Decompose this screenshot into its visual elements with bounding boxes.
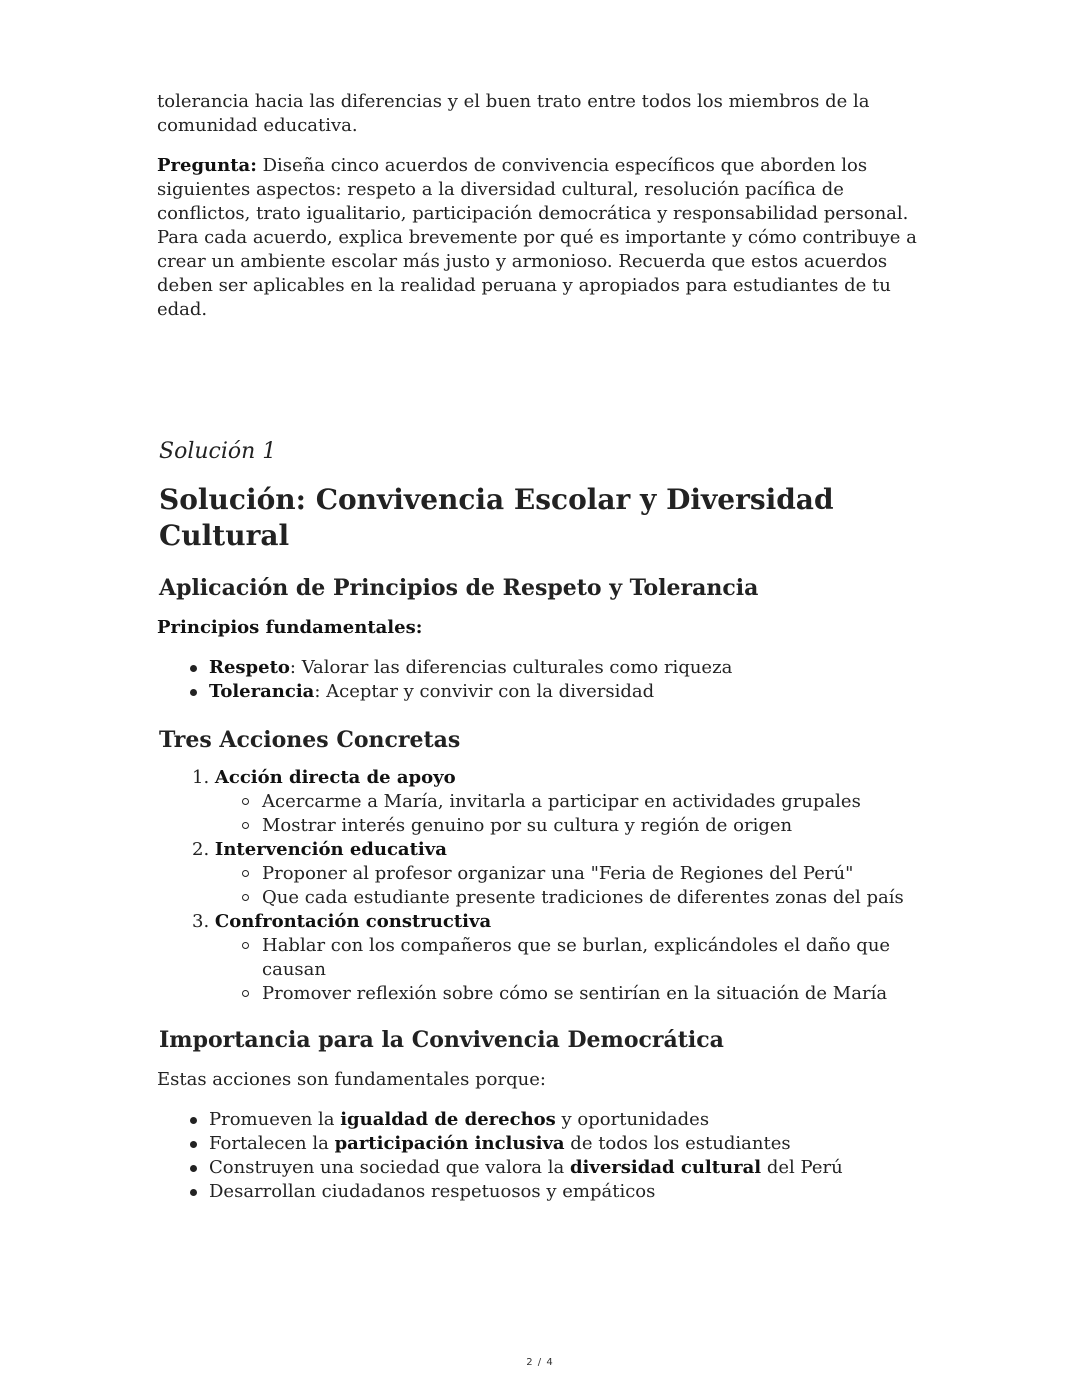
action-number: 1. [192,767,210,788]
principles-subheading [157,616,937,640]
list-item: Que cada estudiante presente tradiciones de diferentes zonas del país [262,886,937,910]
question-text: Diseña cinco acuerdos de convivencia específicos que aborden los siguientes aspectos: respeto a la diversidad cultural, resolución pacífica de conflictos, trato igualitario, participación democrática y responsabilidad personal. Para cada acuerdo, explica brevemente por qué es importante y cómo contribuye a crear un ambiente escolar más justo y armonioso. Recuerda que estos acuerdos deben ser aplicables en la realidad peruana y apropiados para estudiantes de tu edad. [157,155,917,320]
action-title: Confrontación constructiva [214,911,492,932]
principle-text: : Aceptar y convivir con la diversidad [314,681,655,702]
list-item: Mostrar interés genuino por su cultura y región de origen [262,814,937,838]
list-item: Acercarme a María, invitarla a participar en actividades grupales [262,790,937,814]
section-heading-actions: Tres Acciones Concretas [159,727,461,753]
item-emphasis: participación inclusiva [334,1133,565,1154]
item-text: del Perú [761,1157,843,1178]
item-text: y oportunidades [555,1109,710,1130]
principle-term: Respeto [209,657,290,678]
question-paragraph [157,154,937,322]
action-title: Acción directa de apoyo [214,767,456,788]
page-number: 2 / 4 [526,1357,554,1368]
action-title: Intervención educativa [214,839,447,860]
list-item [209,1108,937,1132]
action-number: 2. [192,839,210,860]
list-item [209,680,937,704]
list-item: Proponer al profesor organizar una "Feria de Regiones del Perú" [262,862,937,886]
solution-title: Solución: Convivencia Escolar y Diversidad Cultural [159,483,834,552]
importance-list [157,1108,937,1204]
action-number: 3. [192,911,210,932]
actions-list [157,766,937,1006]
importance-lead: Estas acciones son fundamentales porque: [157,1069,546,1090]
list-item: Promover reflexión sobre cómo se sentirían en la situación de María [262,982,937,1006]
item-text: Fortalecen la [209,1133,335,1154]
list-item: Hablar con los compañeros que se burlan, explicándoles el daño que causan [262,934,937,982]
principle-text: : Valorar las diferencias culturales como riqueza [289,657,733,678]
question-label: Pregunta: [157,155,257,176]
principles-subheading-text: Principios fundamentales: [157,617,423,638]
principle-term: Tolerancia [209,681,315,702]
list-item [209,1156,937,1180]
item-emphasis: igualdad de derechos [340,1109,556,1130]
item-text: Construyen una sociedad que valora la [209,1157,570,1178]
item-text: Promueven la [209,1109,341,1130]
section-heading-principles: Aplicación de Principios de Respeto y Tolerancia [159,575,759,601]
action-subitems [192,790,937,838]
principles-list [157,656,937,704]
item-text: de todos los estudiantes [564,1133,791,1154]
list-item [209,1132,937,1156]
action-subitems [192,862,937,910]
section-heading-importance: Importancia para la Convivencia Democrática [159,1027,724,1053]
solution-label: Solución 1 [159,439,277,464]
item-text: Desarrollan ciudadanos respetuosos y empáticos [209,1181,656,1202]
action-item [192,838,937,910]
action-subitems [192,934,937,1006]
list-item [209,656,937,680]
document-page [157,90,937,1204]
continued-paragraph: tolerancia hacia las diferencias y el buen trato entre todos los miembros de la comunidad educativa. [157,91,870,136]
action-item [192,910,937,1006]
list-item [209,1180,937,1204]
action-item [192,766,937,838]
item-emphasis: diversidad cultural [569,1157,762,1178]
